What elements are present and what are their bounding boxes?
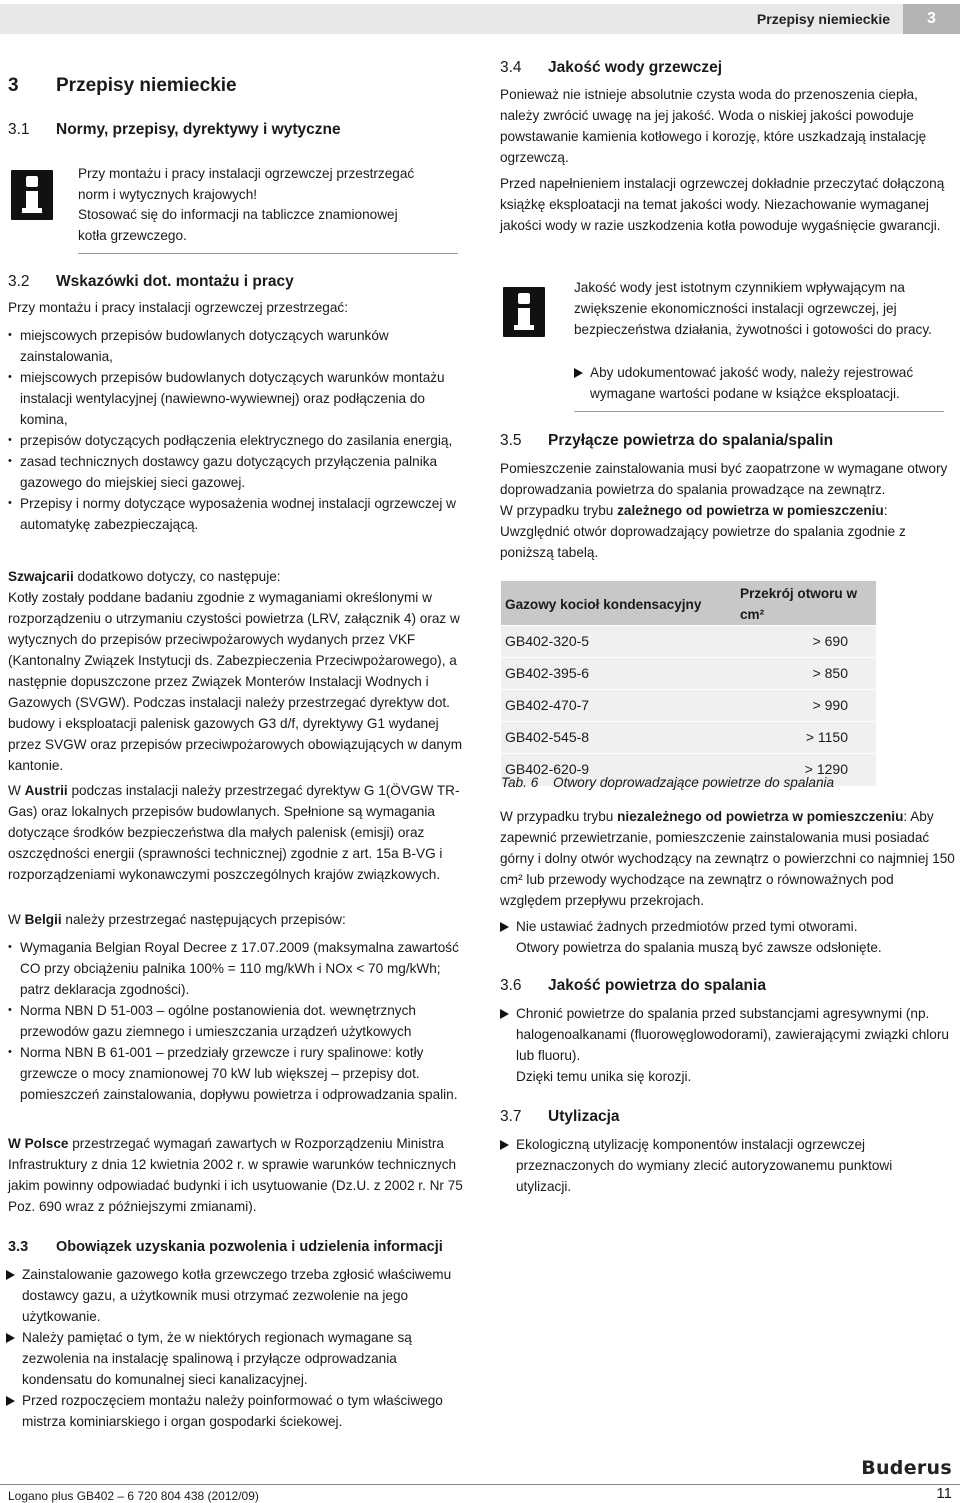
s35-p3-bold: niezależnego od powietrza w pomieszczeniu <box>617 809 904 824</box>
austria-paragraph <box>8 780 468 885</box>
note-divider <box>78 253 458 254</box>
table-row <box>501 626 876 658</box>
section-title: Przyłącze powietrza do spalania/spalin <box>548 432 834 449</box>
section-title: Utylizacja <box>548 1108 620 1125</box>
table-row <box>501 690 876 722</box>
section-3-2-heading <box>8 272 294 292</box>
list-item: • Wymagania Belgian Royal Decree z 17.07.2009 (maksymalna zawartość CO przy obciążeniu palnika 100% = 110 mg/kWh i NOx < 70 mg/kWh; patrz deklaracja zgodności). <box>8 937 463 1000</box>
chapter-number: 3 <box>8 75 19 96</box>
footer-document-id: Logano plus GB402 – 6 720 804 438 (2012/09) <box>8 1489 259 1503</box>
s35-p2-bold: zależnego od powietrza w pomieszczeniu <box>617 503 884 518</box>
section-3-5-heading <box>500 431 833 451</box>
note-line: kotła grzewczego. <box>78 227 187 243</box>
s32-intro: Przy montażu i pracy instalacji ogrzewczej przestrzegać: <box>8 300 348 315</box>
cell-area: > 1150 <box>736 722 876 754</box>
country-poland: W Polsce <box>8 1136 69 1151</box>
chapter-title-text: Przepisy niemieckie <box>56 75 237 96</box>
swiss-paragraph <box>8 566 468 776</box>
section-title: Wskazówki dot. montażu i pracy <box>56 273 294 290</box>
list-item: • miejscowych przepisów budowlanych dotyczących warunków montażu instalacji wentylacyjnej (nawiewno-wywiewnej) oraz podłączenia do komina, <box>8 367 463 430</box>
note-line: Stosować się do informacji na tabliczce znamionowej <box>78 207 398 222</box>
section-number: 3.2 <box>8 273 30 290</box>
cell-model: GB402-395-6 <box>501 658 736 690</box>
action-item <box>500 916 955 958</box>
swiss-lead: dodatkowo dotyczy, co następuje: <box>73 569 281 584</box>
s32-bullet-list <box>8 325 463 535</box>
arrow-icon <box>500 1140 509 1150</box>
s33-action-list <box>6 1264 466 1432</box>
header-chapter-number: 3 <box>903 4 960 34</box>
note-line: Przy montażu i pracy instalacji ogrzewczej przestrzegać <box>78 166 415 181</box>
list-item: • Norma NBN B 61-001 – przedziały grzewcze i rury spalinowe: kotły grzewcze o mocy znamionowej 70 kW lub większej – przepisy dot. pomieszczeń zainstalowania, dopływu powietrza i odprowadzania spalin. <box>8 1042 463 1105</box>
caption-label: Tab. 6 <box>501 775 539 790</box>
cell-model: GB402-620-9 <box>501 754 736 786</box>
s34-paragraph-2: Przed napełnieniem instalacji ogrzewczej dokładnie przeczytać dołączoną książkę eksploatacji na temat jakości wody. Niezachowanie wymaganej jakości wody w razie uszkodzenia kotła powoduje wygaśnięcie gwarancji. <box>500 176 945 233</box>
note-line: norm i wytycznych krajowych! <box>78 186 258 202</box>
action-text: Chronić powietrze do spalania przed substancjami agresywnymi (np. halogenoalkanami (fluorowęglowodorami), zawierającymi związki chloru lub fluoru). <box>516 1006 949 1063</box>
cell-model: GB402-320-5 <box>501 626 736 658</box>
cell-area: > 690 <box>736 626 876 658</box>
arrow-icon <box>6 1270 15 1280</box>
poland-text: przestrzegać wymagań zawartych w Rozporządzeniu Ministra Infrastruktury z dnia 12 kwietnia 2002 r. w sprawie warunków technicznych jakim powinny odpowiadać budynki i ich usytuowanie (Dz.U. z 2002 r. Nr 75 Poz. 690 wraz z późniejszymi zmianami). <box>8 1136 463 1214</box>
section-number: 3.5 <box>500 432 522 449</box>
poland-paragraph <box>8 1133 468 1217</box>
action-item <box>6 1264 466 1327</box>
belgium-bullet-list <box>8 937 463 1105</box>
cell-area: > 850 <box>736 658 876 690</box>
section-title: Jakość powietrza do spalania <box>548 977 766 994</box>
section-3-6-heading <box>500 976 766 996</box>
cell-model: GB402-545-8 <box>501 722 736 754</box>
caption-text: Otwory doprowadzające powietrze do spalania <box>553 775 835 790</box>
s35-action-list <box>500 916 955 958</box>
belgium-pre: W <box>8 912 25 927</box>
action-item <box>500 1134 920 1197</box>
section-title: Normy, przepisy, dyrektywy i wytyczne <box>56 121 341 138</box>
action-item <box>500 1003 955 1087</box>
column-header: Gazowy kocioł kondensacyjny <box>501 581 736 626</box>
action-text: Nie ustawiać żadnych przedmiotów przed tymi otworami. <box>516 919 858 934</box>
s35-paragraph-3 <box>500 806 955 911</box>
arrow-icon <box>500 1009 509 1019</box>
table-header-row <box>501 581 876 626</box>
action-item <box>574 362 944 404</box>
s35-p2-rest: : Uwzględnić otwór doprowadzający powietrze do spalania zgodnie z poniższą tabelą. <box>500 503 906 560</box>
page-number: 11 <box>936 1485 952 1502</box>
action-follow-text: Dzięki temu unika się korozji. <box>516 1069 692 1084</box>
austria-pre: W <box>8 783 25 798</box>
section-3-4-heading <box>500 58 722 78</box>
column-header: Przekrój otworu w cm² <box>736 581 876 626</box>
buderus-logo: Buderus <box>861 1457 952 1479</box>
section-number: 3.7 <box>500 1108 522 1125</box>
table-caption <box>501 772 956 793</box>
s34-paragraph-1: Ponieważ nie istnieje absolutnie czysta woda do przenoszenia ciepła, należy zwrócić uwagę na jej jakość. Woda o niskiej jakości powoduje powstawanie kamienia kotłowego i korozję, które uszkadzają instalację ogrzewczą. <box>500 87 927 165</box>
country-austria: Austrii <box>24 783 68 798</box>
austria-text: podczas instalacji należy przestrzegać dyrektyw G 1(ÖVGW TR-Gas) oraz lokalnych przepisów budowlanych. Spełnione są wymagania dotyczące środków bezpieczeństwa dla małych palenisk (emisji) oraz oszczędności energii (sprawności technicznej) zgodnie z art. 15a B-VG i rozporządzeniami wykonawczymi poszczególnych krajów związkowych. <box>8 783 460 882</box>
s34-note-actions <box>574 362 944 404</box>
info-icon <box>503 287 545 337</box>
chapter-title <box>8 74 237 98</box>
arrow-icon <box>500 922 509 932</box>
arrow-icon <box>6 1333 15 1343</box>
info-icon <box>11 170 53 220</box>
list-item: • zasad technicznych dostawcy gazu dotyczących przyłączenia palnika gazowego do miejskiej sieci gazowej. <box>8 451 463 493</box>
cell-model: GB402-470-7 <box>501 690 736 722</box>
footer-divider <box>0 1484 960 1485</box>
s36-action-list <box>500 1003 955 1087</box>
cell-area: > 990 <box>736 690 876 722</box>
arrow-icon <box>6 1396 15 1406</box>
cell-area: > 1290 <box>736 754 876 786</box>
action-follow-text: Otwory powietrza do spalania muszą być zawsze odsłonięte. <box>516 940 882 955</box>
s35-p2-pre: W przypadku trybu <box>500 503 618 518</box>
section-number: 3.3 <box>8 1239 29 1255</box>
section-3-7-heading <box>500 1107 620 1127</box>
note-3-1 <box>78 164 458 246</box>
s35-p3-pre: W przypadku trybu <box>500 809 618 824</box>
s35-paragraph-2 <box>500 500 955 563</box>
action-item <box>6 1327 466 1390</box>
action-item <box>6 1390 466 1432</box>
air-opening-table <box>501 581 876 786</box>
arrow-icon <box>574 368 583 378</box>
section-number: 3.1 <box>8 121 30 138</box>
action-text: Zainstalowanie gazowego kotła grzewczego trzeba zgłosić właściwemu dostawcy gazu, a użytkownik musi otrzymać zezwolenie na jego użytkowanie. <box>22 1267 452 1324</box>
section-title: Jakość wody grzewczej <box>548 59 723 76</box>
s35-paragraph-1: Pomieszczenie zainstalowania musi być zaopatrzone w wymagane otwory doprowadzania powietrza do spalania prowadzące na zewnątrz. <box>500 461 948 497</box>
belgium-intro <box>8 909 468 930</box>
header-title: Przepisy niemieckie <box>756 11 890 27</box>
s34-note: Jakość wody jest istotnym czynnikiem wpływającym na zwiększenie ekonomiczności instalacji ogrzewczej, jej bezpieczeństwa działania, żywotności i gotowości do pracy. <box>574 280 932 337</box>
table-row <box>501 722 876 754</box>
action-text: Należy pamiętać o tym, że w niektórych regionach wymagane są zezwolenia na instalację spalinową i przyłącze odprowadzania kondensatu do komunalnej sieci kanalizacyjnej. <box>22 1330 412 1387</box>
s35-p3-rest: : Aby zapewnić przewietrzanie, pomieszczenie zainstalowania musi posiadać górny i dolny otwór wychodzący na zewnątrz o powierzchni co najmniej 150 cm² lub przewody wychodzące na zewnątrz o równoważnych pod względem przepływu przekrojach. <box>500 809 955 908</box>
country-swiss: Szwajcarii <box>8 569 74 584</box>
action-text: Przed rozpoczęciem montażu należy poinformować o tym właściwego mistrza kominiarskiego i organ gospodarki ściekowej. <box>22 1393 443 1429</box>
country-belgium: Belgii <box>24 912 62 927</box>
section-3-3-heading <box>8 1237 443 1257</box>
list-item: • przepisów dotyczących podłączenia elektrycznego do zasilania energią, <box>8 430 463 451</box>
section-number: 3.6 <box>500 977 522 994</box>
table-row <box>501 658 876 690</box>
list-item: • miejscowych przepisów budowlanych dotyczących warunków zainstalowania, <box>8 325 463 367</box>
belgium-lead: należy przestrzegać następujących przepisów: <box>61 912 346 927</box>
s37-action-list <box>500 1134 920 1197</box>
page-header <box>0 4 960 34</box>
section-number: 3.4 <box>500 59 522 76</box>
action-text: Aby udokumentować jakość wody, należy rejestrować wymagane wartości podane w książce eksploatacji. <box>590 365 914 401</box>
list-item: • Przepisy i normy dotyczące wyposażenia wodnej instalacji ogrzewczej w automatykę zabezpieczającą. <box>8 493 463 535</box>
action-text: Ekologiczną utylizację komponentów instalacji ogrzewczej przeznaczonych do wymiany zlecić autoryzowanemu punktowi utylizacji. <box>516 1137 893 1194</box>
note-divider <box>574 411 944 412</box>
swiss-text: Kotły zostały poddane badaniu zgodnie z wymaganiami określonymi w rozporządzeniu o utrzymaniu czystości powietrza (LRV, załącznik 4) oraz w wytycznych do przepisów przeciwpożarowych wydanych przez VKF (Kantonalny Związek Instytucji ds. Zabezpieczenia Przeciwpożarowego), a następnie dopuszczone przez Związek Monterów Instalacji Wodnych i Gazowych (SVGW). Podczas instalacji należy przestrzegać dyrektyw dot. budowy i eksploatacji palenisk gazowych G3 d/f, dyrektywy G1 wydanej przez SVGW oraz przepisów przeciwpożarowych obowiązujących w danym kantonie. <box>8 590 463 773</box>
section-title: Obowiązek uzyskania pozwolenia i udzielenia informacji <box>56 1239 443 1255</box>
section-3-1-heading <box>8 120 341 140</box>
list-item: • Norma NBN D 51-003 – ogólne postanowienia dot. wewnętrznych przewodów gazu ziemnego i umieszczania urządzeń użytkowych <box>8 1000 463 1042</box>
